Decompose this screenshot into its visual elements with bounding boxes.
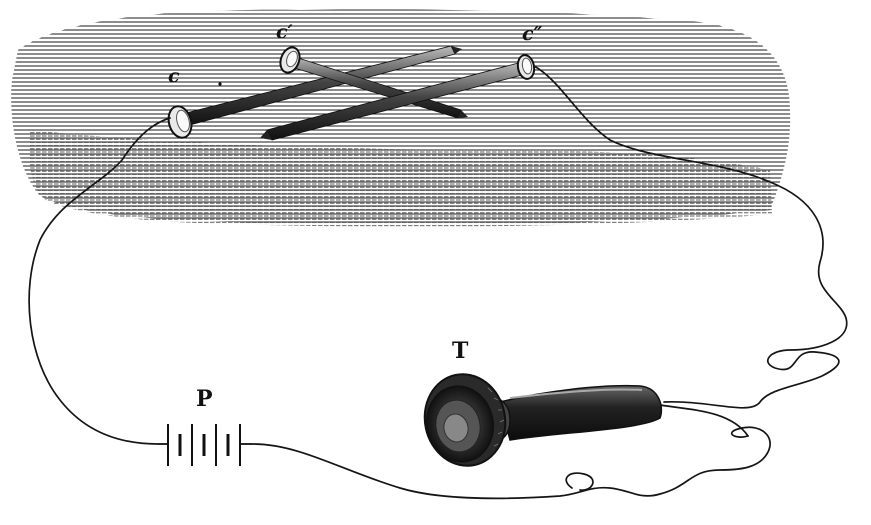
telephone-receiver [416,367,661,474]
wire-receiver-tail [660,405,748,436]
hatched-board [11,9,790,226]
label-contact-c-double-prime: c″ [522,23,543,45]
label-contact-c: c [168,65,180,87]
battery [158,424,252,466]
label-receiver: T [452,338,469,364]
label-contact-c-prime: c′ [276,21,293,43]
wire-loop-extra [566,473,593,490]
label-battery: P [196,386,213,412]
